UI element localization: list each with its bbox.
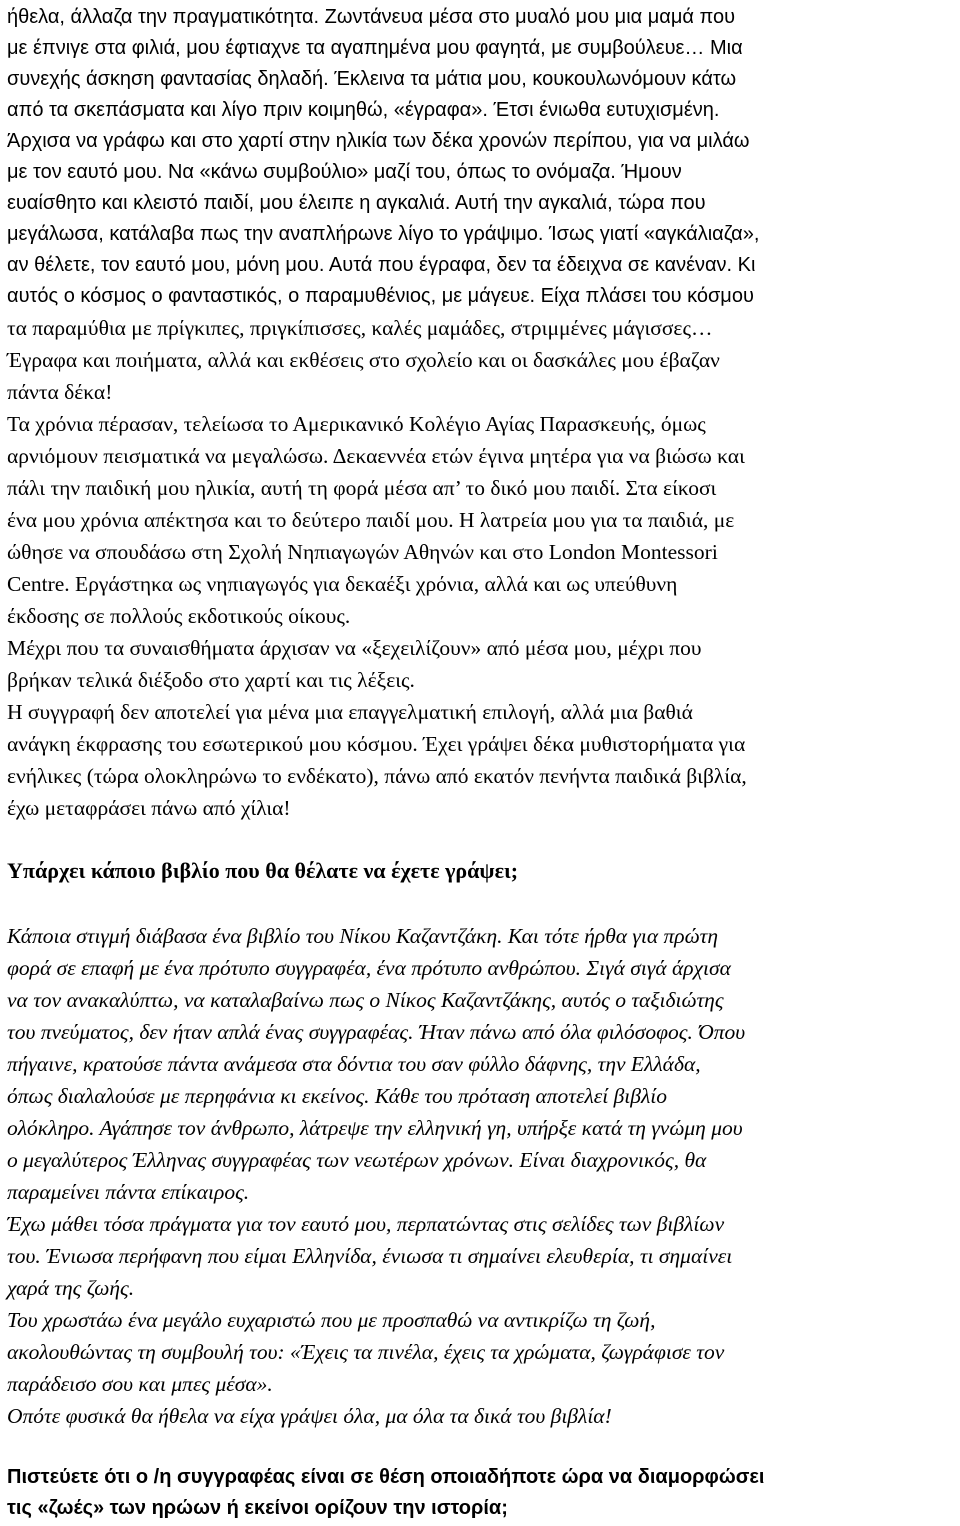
text-line: Έχω μάθει τόσα πράγματα για τον εαυτό μου, περπατώντας στις σελίδες των βιβλίων bbox=[7, 1212, 725, 1236]
text-line: χαρά της ζωής. bbox=[7, 1276, 135, 1300]
text-line: αρνιόμουν πεισματικά να μεγαλώσω. Δεκαεννέα ετών έγινα μητέρα για να βιώσω και bbox=[7, 444, 745, 468]
text-line: πήγαινε, κρατούσε πάντα ανάμεσα στα δόντια του σαν φύλλο δάφνης, την Ελλάδα, bbox=[7, 1052, 701, 1076]
text-line: από τα σκεπάσματα και λίγο πριν κοιμηθώ, «έγραφα». Έτσι ένιωθα ευτυχισμένη. bbox=[7, 99, 720, 121]
text-line: με τον εαυτό μου. Να «κάνω συμβούλιο» μαζί του, όπως το ονόμαζα. Ήμουν bbox=[7, 161, 682, 183]
text-line: Έγραφα και ποιήματα, αλλά και εκθέσεις στο σχολείο και οι δασκάλες μου έβαζαν bbox=[7, 348, 720, 372]
text-line: ολόκληρο. Αγάπησε τον άνθρωπο, λάτρεψε την ελληνική γη, υπήρξε κατά τη γνώμη μου bbox=[7, 1116, 743, 1140]
text-line: Η συγγραφή δεν αποτελεί για μένα μια επαγγελματική επιλογή, αλλά μια βαθιά bbox=[7, 700, 693, 724]
text-line: έχω μεταφράσει πάνω από χίλια! bbox=[7, 796, 291, 820]
text-line: Κάποια στιγμή διάβασα ένα βιβλίο του Νίκου Καζαντζάκη. Και τότε ήρθα για πρώτη bbox=[7, 924, 718, 948]
text-line: μεγάλωσα, κατάλαβα πως την αναπλήρωνε λίγο το γράψιμο. Ίσως γιατί «αγκάλιαζα», bbox=[7, 223, 760, 245]
text-line: Άρχισα να γράφω και στο χαρτί στην ηλικία των δέκα χρονών περίπου, για να μιλάω bbox=[7, 130, 750, 152]
text-line: ενήλικες (τώρα ολοκληρώνω το ενδέκατο), πάνω από εκατόν πενήντα παιδικά βιβλία, bbox=[7, 764, 747, 788]
text-line: ο μεγαλύτερος Έλληνας συγγραφέας των νεωτέρων χρόνων. Είναι διαχρονικός, θα bbox=[7, 1148, 707, 1172]
text-line: Πιστεύετε ότι ο /η συγγραφέας είναι σε θέση οποιαδήποτε ώρα να διαμορφώσει bbox=[7, 1466, 765, 1488]
text-line: Οπότε φυσικά θα ήθελα να είχα γράψει όλα, μα όλα τα δικά του βιβλία! bbox=[7, 1404, 612, 1428]
text-line: πάλι την παιδική μου ηλικία, αυτή τη φορά μέσα απ’ το δικό μου παιδί. Στα είκοσι bbox=[7, 476, 717, 500]
text-line: φορά σε επαφή με ένα πρότυπο συγγραφέα, ένα πρότυπο ανθρώπου. Σιγά σιγά άρχισα bbox=[7, 956, 731, 980]
text-line: ευαίσθητο και κλειστό παιδί, μου έλειπε η αγκαλιά. Αυτή την αγκαλιά, τώρα που bbox=[7, 192, 706, 214]
question-heading: Υπάρχει κάποιο βιβλίο που θα θέλατε να έχετε γράψει; bbox=[7, 858, 519, 883]
text-line: αν θέλετε, τον εαυτό μου, μόνη μου. Αυτά που έγραφα, δεν τα έδειχνα σε κανέναν. Κι bbox=[7, 254, 756, 276]
text-line: βρήκαν τελικά διέξοδο στο χαρτί και τις λέξεις. bbox=[7, 668, 415, 692]
text-line: ακολουθώντας τη συμβουλή του: «Έχεις τα πινέλα, έχεις τα χρώματα, ζωγράφισε τον bbox=[7, 1340, 725, 1364]
text-line: τα παραμύθια με πρίγκιπες, πριγκίπισσες, καλές μαμάδες, στριμμένες μάγισσες… bbox=[7, 316, 713, 340]
text-line: παραμείνει πάντα επίκαιρος. bbox=[7, 1180, 250, 1204]
text-line: συνεχής άσκηση φαντασίας δηλαδή. Έκλεινα τα μάτια μου, κουκουλωνόμουν κάτω bbox=[7, 68, 737, 90]
text-line: πάντα δέκα! bbox=[7, 380, 113, 404]
text-line: ήθελα, άλλαζα την πραγματικότητα. Ζωντάνευα μέσα στο μυαλό μου μια μαμά που bbox=[7, 6, 736, 28]
text-line: έκδοσης σε πολλούς εκδοτικούς οίκους. bbox=[7, 604, 351, 628]
text-line: ώθησε να σπουδάσω στη Σχολή Νηπιαγωγών Αθηνών και στο London Montessori bbox=[7, 540, 718, 564]
text-line: με έπνιγε στα φιλιά, μου έφτιαχνε τα αγαπημένα μου φαγητά, με συμβούλευε… Μια bbox=[7, 37, 743, 59]
text-line: ένα μου χρόνια απέκτησα και το δεύτερο παιδί μου. Η λατρεία μου για τα παιδιά, με bbox=[7, 508, 735, 532]
text-line: του. Ένιωσα περήφανη που είμαι Ελληνίδα, ένιωσα τι σημαίνει ελευθερία, τι σημαίνει bbox=[7, 1244, 733, 1268]
text-line: όπως διαλαλούσε με περηφάνια κι εκείνος. Κάθε του πρόταση αποτελεί βιβλίο bbox=[7, 1084, 668, 1108]
text-line: Centre. Εργάστηκα ως νηπιαγωγός για δεκαέξι χρόνια, αλλά και ως υπεύθυνη bbox=[7, 572, 678, 596]
text-line: παράδεισο σου και μπες μέσα». bbox=[7, 1372, 273, 1396]
text-line: Του χρωστάω ένα μεγάλο ευχαριστώ που με προσπαθώ να αντικρίζω τη ζωή, bbox=[7, 1308, 656, 1332]
text-line: Τα χρόνια πέρασαν, τελείωσα το Αμερικανικό Κολέγιο Αγίας Παρασκευής, όμως bbox=[7, 412, 706, 436]
text-line: ανάγκη έκφρασης του εσωτερικού μου κόσμου. Έχει γράψει δέκα μυθιστορήματα για bbox=[7, 732, 746, 756]
text-line: Μέχρι που τα συναισθήματα άρχισαν να «ξεχειλίζουν» από μέσα μου, μέχρι που bbox=[7, 636, 702, 660]
text-line: αυτός ο κόσμος ο φανταστικός, ο παραμυθένιος, με μάγευε. Είχα πλάσει του κόσμου bbox=[7, 285, 754, 307]
text-line: να τον ανακαλύπτω, να καταλαβαίνω πως ο Νίκος Καζαντζάκης, αυτός ο ταξιδιώτης bbox=[7, 988, 724, 1012]
text-line: του πνεύματος, δεν ήταν απλά ένας συγγραφέας. Ήταν πάνω από όλα φιλόσοφος. Όπου bbox=[7, 1020, 746, 1044]
text-line: τις «ζωές» των ηρώων ή εκείνοι ορίζουν την ιστορία; bbox=[7, 1497, 508, 1519]
